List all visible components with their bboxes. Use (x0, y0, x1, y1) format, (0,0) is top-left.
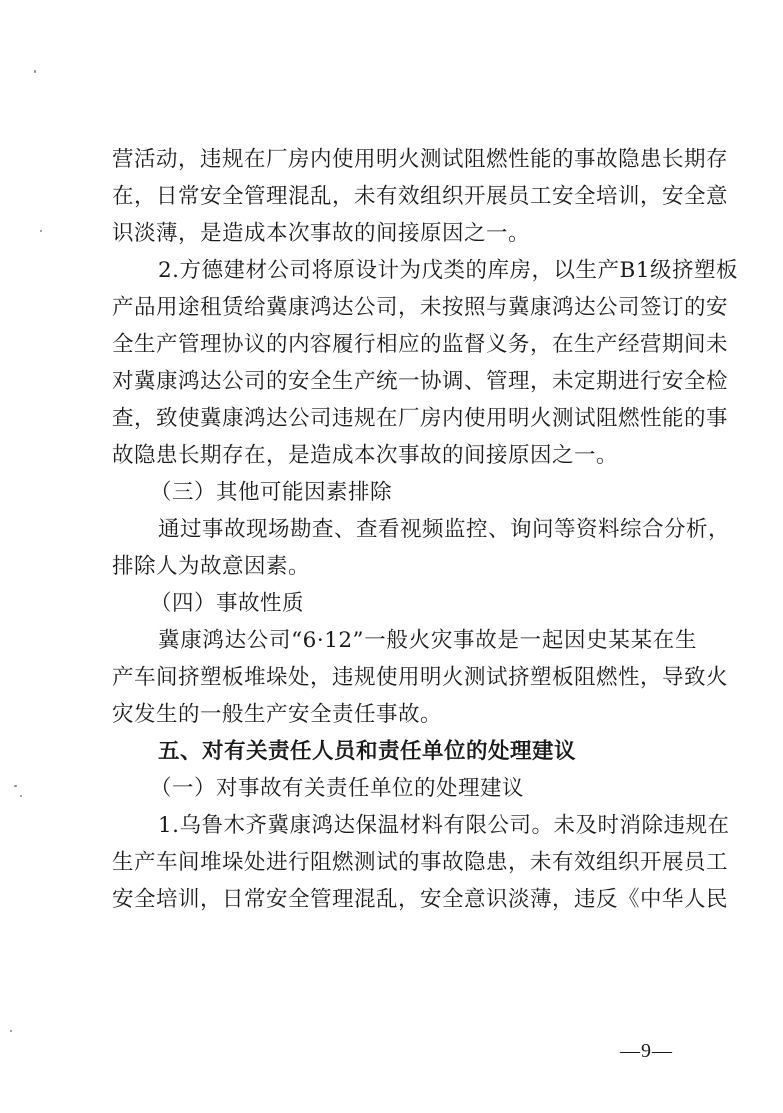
body-text-line: 识淡薄，是造成本次事故的间接原因之一。 (112, 221, 531, 246)
body-text-line: 通过事故现场勘查、查看视频监控、询问等资料综合分析， (158, 517, 731, 542)
scan-speck (10, 1030, 12, 1032)
body-text-line: 安全培训，日常安全管理混乱，安全意识淡薄，违反《中华人民 (112, 887, 729, 912)
body-text-line: 生产车间堆垛处进行阻燃测试的事故隐患，未有效组织开展员工 (112, 850, 729, 875)
section-heading: 五、对有关责任人员和责任单位的处理建议 (158, 739, 577, 764)
body-text-line: 2.方德建材公司将原设计为戊类的库房，以生产B1级挤塑板 (158, 258, 738, 283)
body-text-line: 冀康鸿达公司“6·12”一般火灾事故是一起因史某某在生 (158, 628, 697, 653)
scan-speck (34, 70, 36, 73)
body-text-line: 产品用途租赁给冀康鸿达公司，未按照与冀康鸿达公司签订的安 (112, 295, 729, 320)
body-text-line: 产车间挤塑板堆垛处，违规使用明火测试挤塑板阻燃性，导致火 (112, 665, 729, 690)
body-text-line: 故隐患长期存在，是造成本次事故的间接原因之一。 (112, 443, 619, 468)
body-text-line: 排除人为故意因素。 (112, 554, 311, 579)
body-text-line: 对冀康鸿达公司的安全生产统一协调、管理，未定期进行安全检 (112, 369, 729, 394)
scan-speck (20, 795, 22, 797)
body-text-line: 查，致使冀康鸿达公司违规在厂房内使用明火测试阻燃性能的事 (112, 406, 729, 431)
body-text-line: 全生产管理协议的内容履行相应的监督义务，在生产经营期间未 (112, 332, 729, 357)
body-text-line: 1.乌鲁木齐冀康鸿达保温材料有限公司。未及时消除违规在 (158, 813, 730, 838)
body-text-line: 营活动，违规在厂房内使用明火测试阻燃性能的事故隐患长期存 (112, 147, 729, 172)
subsection-heading: （一）对事故有关责任单位的处理建议 (150, 776, 525, 801)
scan-speck (14, 785, 17, 787)
body-text-line: 在，日常安全管理混乱，未有效组织开展员工安全培训，安全意 (112, 184, 729, 209)
body-text-line: 灾发生的一般生产安全责任事故。 (112, 702, 443, 727)
scan-speck (40, 230, 42, 232)
page-number: —9— (620, 1040, 673, 1062)
subsection-heading: （四）事故性质 (150, 591, 305, 616)
subsection-heading: （三）其他可能因素排除 (150, 480, 393, 505)
